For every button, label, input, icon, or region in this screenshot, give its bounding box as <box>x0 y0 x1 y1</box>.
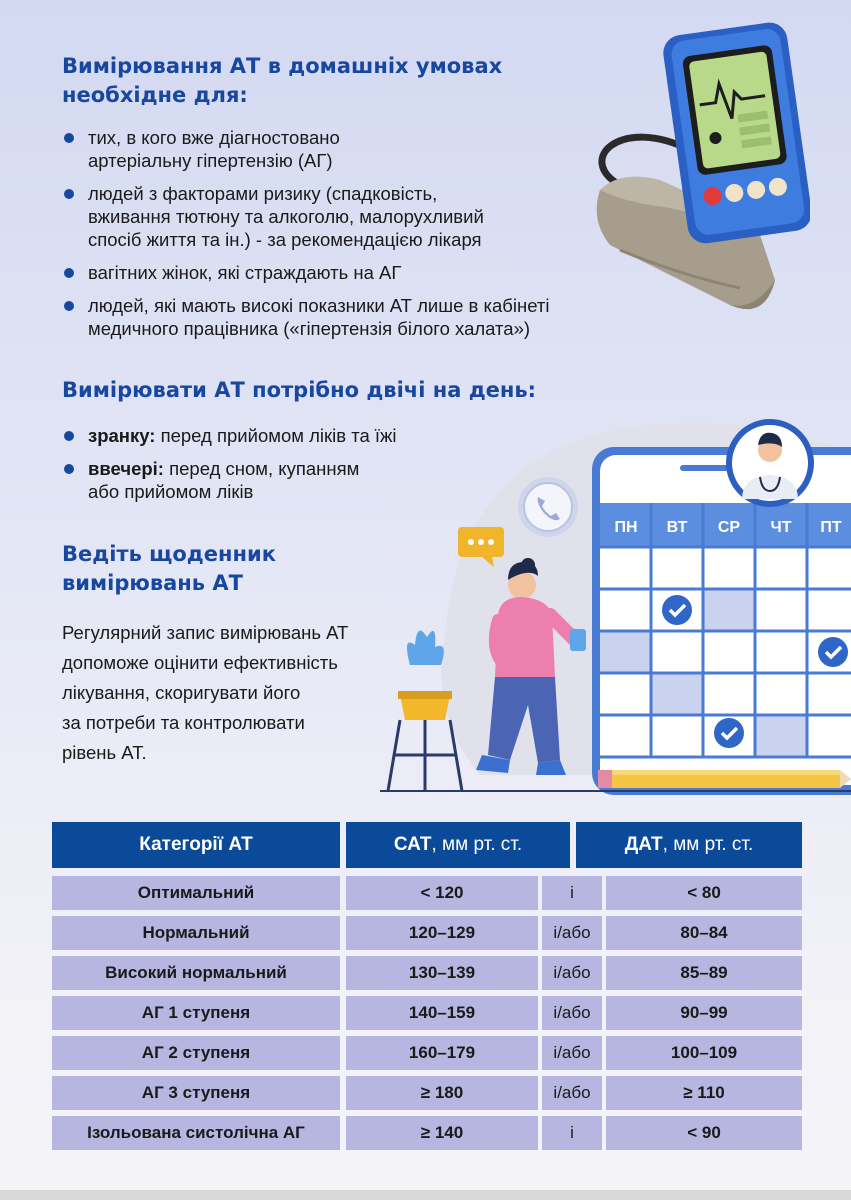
conjunction-cell: і/або <box>542 956 602 990</box>
calendar-day-mon: ПН <box>614 519 638 536</box>
table-header-category: Категорії АТ <box>52 822 340 868</box>
conjunction-cell: і <box>542 1116 602 1150</box>
dat-cell: < 90 <box>606 1116 802 1150</box>
conjunction-cell: і/або <box>542 1076 602 1110</box>
check-icon <box>662 595 692 625</box>
conjunction-cell: і/або <box>542 1036 602 1070</box>
dat-cell: 80–84 <box>606 916 802 950</box>
section-title-home-measurement: Вимірювання АТ в домашніх умовах необхідне для: <box>62 54 503 107</box>
calendar-shaded-cell <box>600 631 652 673</box>
category-cell: АГ 3 ступеня <box>52 1076 340 1110</box>
sat-cell: 140–159 <box>346 996 538 1030</box>
sat-cell: 130–139 <box>346 956 538 990</box>
list-item: вагітних жінок, які страждають на АГ <box>62 261 549 284</box>
list-item: людей з факторами ризику (спадковість, вживання тютюну та алкоголю, малорухливий спосіб життя та ін.) - за рекомендацією лікаря <box>62 182 549 251</box>
dat-cell: 85–89 <box>606 956 802 990</box>
category-cell: Оптимальний <box>52 876 340 910</box>
calendar-shaded-cell <box>755 715 807 757</box>
table-header-dat: ДАТ , мм рт. ст. <box>576 822 802 868</box>
check-icon <box>818 637 848 667</box>
calendar-day-wed: СР <box>717 519 741 536</box>
calendar-illustration <box>370 415 851 795</box>
table-row <box>52 1076 802 1110</box>
diary-paragraph: Регулярний запис вимірювань АТ допоможе оцінити ефективність лікування, скоригувати його за потреби та контролювати рівень АТ. <box>62 622 349 763</box>
category-cell: Нормальний <box>52 916 340 950</box>
dat-cell: 90–99 <box>606 996 802 1030</box>
sat-cell: 160–179 <box>346 1036 538 1070</box>
doctor-avatar <box>726 419 814 507</box>
table-row <box>52 1036 802 1070</box>
table-row <box>52 996 802 1030</box>
sat-cell: ≥ 180 <box>346 1076 538 1110</box>
conjunction-cell: і/або <box>542 996 602 1030</box>
pencil-icon <box>598 770 851 788</box>
list-item: тих, в кого вже діагностовано артеріальну гіпертензію (АГ) <box>62 126 549 172</box>
calendar-shaded-cell <box>651 673 703 715</box>
calendar-shaded-cell <box>703 589 755 631</box>
table-row <box>52 916 802 950</box>
section-title-twice-daily: Вимірювати АТ потрібно двічі на день: <box>62 378 537 402</box>
section-title-diary: Ведіть щоденник вимірювань АТ <box>62 542 276 595</box>
table-row <box>52 1116 802 1150</box>
table-row <box>52 876 802 910</box>
dat-cell: 100–109 <box>606 1036 802 1070</box>
calendar-day-fri: ПТ <box>820 519 842 536</box>
category-cell: АГ 2 ступеня <box>52 1036 340 1070</box>
sat-cell: ≥ 140 <box>346 1116 538 1150</box>
dat-cell: ≥ 110 <box>606 1076 802 1110</box>
category-cell: Високий нормальний <box>52 956 340 990</box>
twice-daily-list <box>62 424 397 513</box>
calendar-day-tue: ВТ <box>666 519 688 536</box>
table-row <box>52 956 802 990</box>
category-cell: Ізольована систолічна АГ <box>52 1116 340 1150</box>
category-cell: АГ 1 ступеня <box>52 996 340 1030</box>
blood-pressure-monitor-icon <box>580 20 810 325</box>
calendar-day-thu: ЧТ <box>770 519 792 536</box>
table-header-sat: САТ , мм рт. ст. <box>346 822 570 868</box>
sat-cell: 120–129 <box>346 916 538 950</box>
check-icon <box>714 718 744 748</box>
footer-bar <box>0 1190 851 1200</box>
list-item: людей, які мають високі показники АТ лише в кабінеті медичного працівника («гіпертензія білого халата») <box>62 294 549 340</box>
home-measurement-list <box>62 126 549 350</box>
list-item: ввечері: перед сном, купанням або прийомом ліків <box>62 457 397 503</box>
conjunction-cell: і/або <box>542 916 602 950</box>
list-item: зранку: перед прийомом ліків та їжі <box>62 424 397 447</box>
sat-cell: < 120 <box>346 876 538 910</box>
conjunction-cell: і <box>542 876 602 910</box>
dat-cell: < 80 <box>606 876 802 910</box>
